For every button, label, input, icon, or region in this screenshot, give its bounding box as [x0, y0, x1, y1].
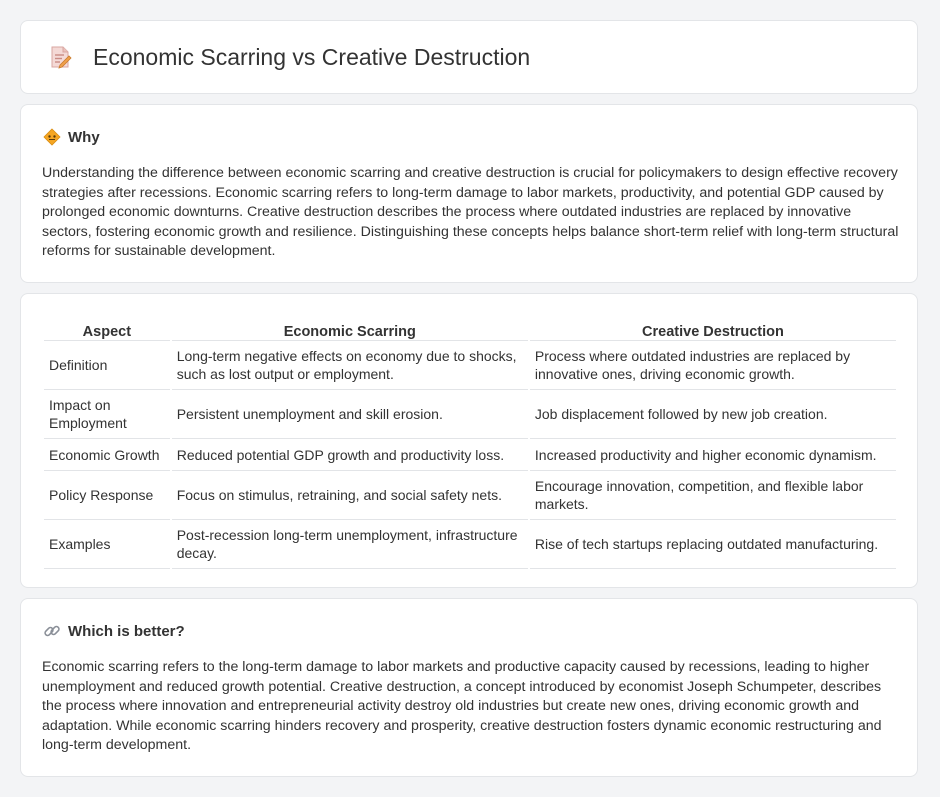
scarring-cell: Focus on stimulus, retraining, and social safety nets.: [172, 471, 528, 520]
comparison-table: [42, 316, 898, 569]
better-header: [43, 622, 185, 640]
why-section: [20, 104, 918, 283]
better-text: Economic scarring refers to the long-term damage to labor markets and productive capacity caused by recessions, leading to higher unemployment and reduced growth potential. Creative destruction, a concept introduced by economist Joseph Schumpeter, describes the process where innovation and entrepreneurial activity destroy old industries but create new ones, driving economic growth and adaptation. While economic scarring hinders recovery and prosperity, creative destruction fosters dynamic economic restructuring and long-term development.: [42, 659, 882, 754]
title-card: [20, 20, 918, 94]
title-row: [21, 21, 917, 93]
destruction-cell: Increased productivity and higher economic dynamism.: [530, 439, 896, 471]
comparison-section: [20, 293, 918, 588]
aspect-cell: Examples: [44, 520, 170, 569]
scarring-cell: Reduced potential GDP growth and productivity loss.: [172, 439, 528, 471]
header-economic-scarring: Economic Scarring: [172, 316, 528, 341]
scarring-cell: Persistent unemployment and skill erosion.: [172, 390, 528, 439]
table-row: [44, 471, 896, 520]
document-edit-icon: [47, 44, 73, 70]
header-aspect: Aspect: [44, 316, 170, 341]
why-heading: Why: [68, 128, 100, 146]
diamond-warning-icon: [43, 128, 61, 146]
aspect-cell: Definition: [44, 341, 170, 390]
table-row: [44, 520, 896, 569]
destruction-cell: Process where outdated industries are replaced by innovative ones, driving economic growth.: [530, 341, 896, 390]
link-icon: [43, 622, 61, 640]
which-is-better-section: [20, 598, 918, 777]
better-heading: Which is better?: [68, 622, 185, 640]
destruction-cell: Rise of tech startups replacing outdated manufacturing.: [530, 520, 896, 569]
destruction-cell: Job displacement followed by new job creation.: [530, 390, 896, 439]
page-title: Economic Scarring vs Creative Destruction: [93, 43, 531, 70]
aspect-cell: Policy Response: [44, 471, 170, 520]
why-text: Understanding the difference between economic scarring and creative destruction is crucial for policymakers to design effective recovery strategies after recessions. Economic scarring refers to long-term damage to labor markets, productivity, and potential GDP caused by prolonged economic downturns. Creative destruction describes the process where outdated industries are replaced by innovative sectors, fostering economic growth and resilience. Distinguishing these concepts helps balance short-term relief with long-term structural reforms for sustainable development.: [42, 165, 899, 260]
scarring-cell: Long-term negative effects on economy due to shocks, such as lost output or employment.: [172, 341, 528, 390]
aspect-cell: Economic Growth: [44, 439, 170, 471]
destruction-cell: Encourage innovation, competition, and flexible labor markets.: [530, 471, 896, 520]
table-row: [44, 390, 896, 439]
aspect-cell: Impact on Employment: [44, 390, 170, 439]
table-row: [44, 439, 896, 471]
header-creative-destruction: Creative Destruction: [530, 316, 896, 341]
table-header-row: [44, 316, 896, 341]
scarring-cell: Post-recession long-term unemployment, infrastructure decay.: [172, 520, 528, 569]
why-header: [43, 128, 100, 146]
table-row: [44, 341, 896, 390]
